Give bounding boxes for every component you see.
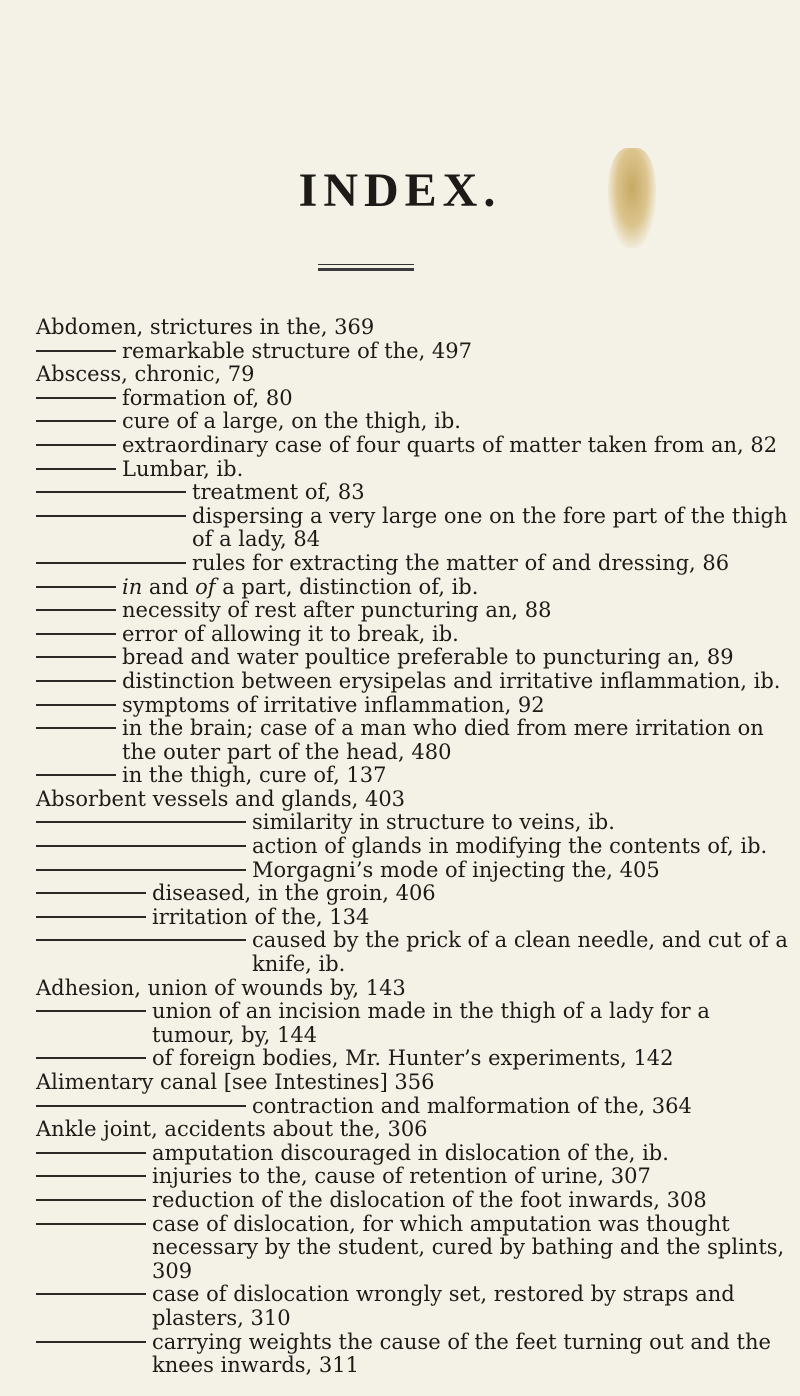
entry-text: case of dislocation wrongly set, restored by straps and plasters, 310 <box>152 1282 735 1330</box>
index-heading-entry <box>36 977 796 1001</box>
entry-text: of foreign bodies, Mr. Hunter’s experiments, 142 <box>152 1046 674 1071</box>
index-entries <box>36 316 796 1378</box>
ditto-dash <box>36 656 116 658</box>
entry-text: diseased, in the groin, 406 <box>152 881 436 906</box>
index-sub-entry <box>36 599 796 623</box>
ditto-dash <box>36 633 116 635</box>
entry-italic: in <box>122 574 143 599</box>
ditto-dash <box>36 350 116 352</box>
ditto-dash <box>36 916 146 918</box>
ditto-dash <box>36 774 116 776</box>
entry-text: Adhesion, union of wounds by, 143 <box>36 975 406 1000</box>
entry-text: dispersing a very large one on the fore part of the thigh of a lady, 84 <box>192 503 788 552</box>
index-sub-entry <box>36 835 796 859</box>
ditto-dash <box>36 727 116 729</box>
ditto-dash <box>36 562 186 564</box>
index-sub-entry <box>36 458 796 482</box>
ditto-dash <box>36 1010 146 1012</box>
index-sub-entry <box>36 929 796 976</box>
ditto-dash <box>36 1223 146 1225</box>
index-sub-entry <box>36 481 796 505</box>
ditto-dash <box>36 845 246 847</box>
title-rule-thin <box>318 264 414 265</box>
index-heading-entry <box>36 1118 796 1142</box>
ditto-dash <box>36 1341 146 1343</box>
entry-text: necessity of rest after puncturing an, 88 <box>122 598 552 623</box>
ditto-dash <box>36 515 186 517</box>
ditto-dash <box>36 1199 146 1201</box>
index-sub-entry <box>36 1165 796 1189</box>
entry-text: action of glands in modifying the contents of, ib. <box>252 834 768 859</box>
entry-text: Abdomen, strictures in the, 369 <box>36 315 375 339</box>
index-sub-entry <box>36 764 796 788</box>
index-heading-entry <box>36 1071 796 1095</box>
ditto-dash <box>36 892 146 894</box>
entry-text: in the brain; case of a man who died from mere irritation on the outer part of the head, 480 <box>122 716 764 764</box>
ditto-dash <box>36 1105 246 1107</box>
page-title: INDEX. <box>298 164 502 217</box>
entry-text: remarkable structure of the, 497 <box>122 338 473 363</box>
index-sub-entry <box>36 1142 796 1166</box>
entry-text <box>122 576 796 600</box>
title-rule-thick <box>318 268 414 271</box>
ditto-dash <box>36 397 116 399</box>
index-heading-entry <box>36 788 796 812</box>
ditto-dash <box>36 680 116 682</box>
ditto-dash <box>36 1152 146 1154</box>
ditto-dash <box>36 1175 146 1177</box>
entry-text: irritation of the, 134 <box>152 904 370 929</box>
index-sub-entry <box>36 552 796 576</box>
entry-text: distinction between erysipelas and irritative inflammation, ib. <box>122 668 781 693</box>
entry-italic: of <box>195 574 216 599</box>
entry-text: caused by the prick of a clean needle, and cut of a knife, ib. <box>252 928 788 977</box>
index-sub-entry <box>36 1189 796 1213</box>
entry-text: rules for extracting the matter of and dressing, 86 <box>192 550 730 575</box>
index-sub-entry <box>36 882 796 906</box>
entry-text: Alimentary canal [see Intestines] 356 <box>36 1070 435 1094</box>
ditto-dash <box>36 420 116 422</box>
index-sub-entry <box>36 646 796 670</box>
index-sub-entry <box>36 1095 796 1119</box>
entry-text: Abscess, chronic, 79 <box>36 362 255 387</box>
ditto-dash <box>36 1057 146 1059</box>
index-heading-entry <box>36 363 796 387</box>
index-sub-entry <box>36 623 796 647</box>
entry-text: injuries to the, cause of retention of urine, 307 <box>152 1164 651 1189</box>
entry-text: formation of, 80 <box>122 385 293 410</box>
index-sub-entry <box>36 811 796 835</box>
ditto-dash <box>36 939 246 941</box>
index-sub-entry <box>36 906 796 930</box>
ditto-dash <box>36 704 116 706</box>
entry-text-post: a part, distinction of, ib. <box>215 574 479 599</box>
entry-text: treatment of, 83 <box>192 480 365 505</box>
index-sub-entry <box>36 1000 796 1047</box>
ditto-dash <box>36 444 116 446</box>
index-sub-entry <box>36 1047 796 1071</box>
ditto-dash <box>36 821 246 823</box>
index-sub-entry <box>36 505 796 552</box>
entry-text: Ankle joint, accidents about the, 306 <box>36 1117 428 1142</box>
entry-text: cure of a large, on the thigh, ib. <box>122 409 461 434</box>
entry-text: Morgagni’s mode of injecting the, 405 <box>252 857 660 882</box>
entry-text: similarity in structure to veins, ib. <box>252 810 615 835</box>
entry-text: symptoms of irritative inflammation, 92 <box>122 692 545 717</box>
entry-text: bread and water poultice preferable to puncturing an, 89 <box>122 645 734 670</box>
ditto-dash <box>36 468 116 470</box>
index-sub-entry <box>36 1213 796 1284</box>
index-sub-entry <box>36 694 796 718</box>
entry-text-mid: and <box>142 574 196 599</box>
entry-text: contraction and malformation of the, 364 <box>252 1093 692 1118</box>
index-heading-entry <box>36 316 796 340</box>
entry-text: reduction of the dislocation of the foot inwards, 308 <box>152 1187 707 1212</box>
ditto-dash <box>36 869 246 871</box>
index-sub-entry <box>36 340 796 364</box>
index-sub-entry <box>36 717 796 764</box>
entry-text: Lumbar, ib. <box>122 456 244 481</box>
entry-text: in the thigh, cure of, 137 <box>122 763 387 788</box>
index-sub-entry <box>36 387 796 411</box>
index-sub-entry <box>36 670 796 694</box>
entry-text: error of allowing it to break, ib. <box>122 621 459 646</box>
entry-text: extraordinary case of four quarts of matter taken from an, 82 <box>122 432 778 457</box>
ditto-dash <box>36 491 186 493</box>
entry-text: case of dislocation, for which amputation was thought necessary by the student, cured by bathing and the splints, 309 <box>152 1211 785 1283</box>
index-sub-entry <box>36 859 796 883</box>
index-sub-entry <box>36 1283 796 1330</box>
index-sub-entry <box>36 410 796 434</box>
ditto-dash <box>36 1293 146 1295</box>
index-sub-entry <box>36 434 796 458</box>
entry-text: union of an incision made in the thigh of a lady for a tumour, by, 144 <box>152 999 710 1047</box>
ditto-dash <box>36 609 116 611</box>
entry-text: amputation discouraged in dislocation of the, ib. <box>152 1140 669 1165</box>
entry-text: carrying weights the cause of the feet turning out and the knees inwards, 311 <box>152 1329 771 1378</box>
index-sub-entry <box>36 1331 796 1378</box>
ditto-dash <box>36 586 116 588</box>
index-sub-entry <box>36 576 796 600</box>
entry-text: Absorbent vessels and glands, 403 <box>36 786 406 811</box>
